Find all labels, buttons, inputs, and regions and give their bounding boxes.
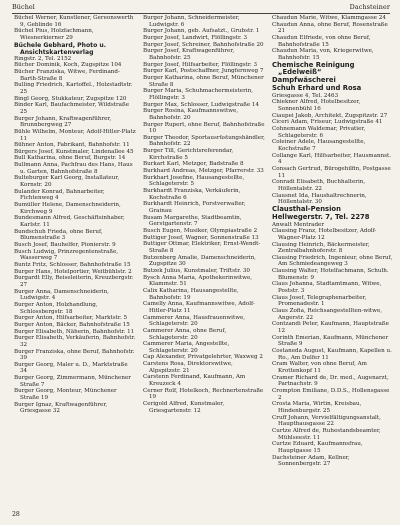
directory-entry: Burger Anton, Hilfsarbeiter, Marktstr. 5 bbox=[14, 315, 128, 322]
directory-entry: Burkhardt Heinrich, Forstverwalter, Grainau bbox=[143, 201, 246, 215]
directory-entry: Burger Elisabeth, Näherin, Bahnhofstr. 11 bbox=[14, 328, 135, 335]
directory-entry: Chaudun Maria, von, Kriegerwitwe, Bahnhofstr. 15 bbox=[272, 48, 374, 61]
directory-entry: Coleiner Adele, Hausangestellte, Kochstraße 7 bbox=[272, 139, 366, 153]
directory-entry: Bundesmann Alfred, Geschäftsinhaber, Karlstr. 11 bbox=[14, 215, 125, 229]
directory-entry: Burger Rupert, ohne Beruf, Bahnhofstraße 10 bbox=[143, 121, 265, 135]
directory-entry: Bingl Georg, Stukkateur, Zugspitze 120 bbox=[14, 95, 127, 102]
directory-entry: Burger Franziska, ohne Beruf, Bahnhofstr. 39 bbox=[14, 348, 135, 362]
directory-entry: Buntz Fritz, Schlosser, Bahnhofstraße 15 bbox=[14, 261, 131, 268]
directory-entry: Corinth Emerian, Kaufmann, Münchener Straße 9 bbox=[272, 334, 389, 348]
directory-entry: Costaneda August, Kaufmann, Kapellen u. Ro., Am Dulfer 11 bbox=[272, 348, 392, 361]
directory-entry: Cerner Rolf, Hotelkoch, Rechnertenstraße 19 bbox=[143, 387, 264, 401]
directory-entry: Camelly Anna, Kaufmannswitwe, Adolf-Hitler-Platz 11 bbox=[143, 301, 255, 314]
directory-entry: Burger Georg, Maler u. D., Marktstraße 34 bbox=[14, 361, 128, 375]
directory-entry: Burger Rosina, Kaufmannswitwe, Bahnhofstr. 20 bbox=[143, 108, 239, 121]
directory-entry: Contzandi Peter, Kaufmann, Hauptstraße 12 bbox=[272, 321, 389, 335]
directory-entry: Clausing Heinrich, Bäckermeister, Zentralbahnhoferstr. 8 bbox=[272, 241, 370, 255]
directory-entry: Burkhard Andreas, Metzger, Pfarrerstr. 33 bbox=[143, 168, 264, 175]
directory-entry: Chaudun Marie, Witwe, Klammgasse 24 bbox=[272, 15, 386, 21]
directory-entry: Bürgers Josef, Kunstmaler, Lindenallee 45 bbox=[14, 148, 134, 155]
directory-entry: Carstens Rosa, Direktorswitwe, Alpspitzstr. 21 bbox=[143, 361, 233, 374]
directory-entry: Bücher Dominik, Koch, Zugspitze 104 bbox=[14, 62, 122, 69]
directory-entry: Bulteburger Karl Georg, Installateur, Kornstr. 20 bbox=[14, 175, 120, 189]
directory-entry: Busch Ludwig, Prinzregentenstraße, Wasserweg 7 bbox=[14, 248, 119, 262]
header-left-keyword: Büchel bbox=[12, 3, 35, 11]
directory-entry: Collange Karl, Hilfsarbeiter, Hausmannst. 4 bbox=[272, 152, 392, 166]
directory-entry: Burger Katharina, ohne Beruf, Münchener Straße 8 bbox=[143, 74, 264, 88]
directory-entry: Curtze Eduard, Kaufmannsfrau, Hauptgasse 15 bbox=[272, 441, 363, 454]
directory-entry: Bulling Friedrich, Kartoffel., Holzstadtstr. 25 bbox=[14, 82, 133, 95]
directory-entry: Burger Max, Schlosser, Ludwigstraße 14 bbox=[143, 101, 260, 108]
directory-entry: Clausing Walter, Hotelfachmann, Schulh. Blumenstr. 9 bbox=[272, 268, 389, 281]
directory-entry: Bysch Anna Maria, Apothekerinwitwe, Klammstr. 51 bbox=[143, 274, 253, 288]
directory-column-3 bbox=[272, 15, 394, 510]
directory-entry: Burger Anna, Damenschneiderin, Ludwigstr. 4 bbox=[14, 288, 109, 302]
directory-entry: Cram Walter, von ohne Beruf, Am Krottenkopf 11 bbox=[272, 361, 367, 374]
directory-column-2 bbox=[143, 15, 265, 510]
directory-entry: Cap Alexander, Privatgelehrter, Waxweg 2 bbox=[143, 354, 263, 361]
directory-entry: Burger Josef, Schreiner, Bahnhofstraße 20 bbox=[143, 41, 264, 48]
directory-entry: Bühle Wilhelm, Monteur, Adolf-Hitler-Platz 11 bbox=[14, 128, 136, 142]
directory-entry: Burger Ignaz, Kraftwagenführer, Griesgasse 32 bbox=[14, 401, 108, 415]
directory-entry: Claus Johanna, Stadtamtmann, Witwe, Poststr. 3 bbox=[272, 281, 382, 295]
directory-entry: Ciaupei Jakob, Architekt, Zugspitzstr. 27 bbox=[272, 112, 388, 119]
directory-entry: Bulander Konrad, Bahnarbeiter, Fichtenweg 4 bbox=[14, 188, 105, 202]
directory-entry: Ciceri Adam, Friseur, Ludwigstraße 41 bbox=[272, 119, 383, 126]
directory-column-1 bbox=[14, 15, 136, 510]
directory-entry: Burger Josef, Hilfsarbeiter, Flöllingstr. 3 bbox=[143, 61, 258, 68]
directory-entry: Clausing Friedrich, Ingenieur, ohne Beruf, Am Schmiedeangeweg 3 bbox=[272, 254, 393, 268]
directory-entry: Buttiger Josef, Wagner, Sonnenstraße 13 bbox=[143, 234, 259, 241]
directory-entry: Bullmann Anna, Pachfrau des Hans, Haus u. Garten, Bahnhofstraße 8 bbox=[14, 162, 133, 175]
directory-entry: Buttiger Ottmar, Elektriker, Ernst-Wendt-Straße 8 bbox=[143, 241, 261, 254]
directory-entry: Burger Anton, Bäcker, Bahnhofstraße 15 bbox=[14, 321, 130, 328]
directory-entry: Büchel Werner, Kunstlener, Gereonswerth 9, Geblinde 16 bbox=[14, 15, 134, 28]
directory-entry: Griesgasse 4, Tel. 2463 bbox=[272, 92, 339, 99]
directory-entry: Crompton Emiliane, D.D.S., Hollensgasse 2 bbox=[272, 387, 390, 401]
directory-entry: Burger Johann, Kraftwagenführer, Brunnbergweg 27 bbox=[14, 115, 112, 129]
directory-entry: Burkhardt Franziska, Verkäuferin, Kochstraße 6 bbox=[143, 188, 241, 201]
directory-entry: Burger Elisabeth, Verkäuferin, Bahnhofstr. 32 bbox=[14, 335, 136, 348]
directory-entry: Bundschuh Frieda, ohne Beruf, Blumenstraße 3 bbox=[14, 228, 103, 242]
directory-entry: Carstenn Ferdinand, Kaufmann, Am Kreuzeck 4 bbox=[143, 374, 246, 388]
header-right-keyword: Dachsteiner bbox=[349, 3, 390, 11]
directory-entry: Butzek Julius, Kunstmaler, Triftstr. 30 bbox=[143, 267, 250, 274]
directory-entry: Burkhart Josefine, Hausangestellte, Schlageterstr. 5 bbox=[143, 174, 245, 188]
directory-entry: Cruff Johann, Vervielfältigungsanstalt, Haupthausgasse 22 bbox=[272, 414, 381, 428]
directory-entry: Burger Johann, geb. Aufsatzt., Grubstr. 1 bbox=[143, 28, 260, 35]
directory-entry: Dachsteiner Adam, Kellner, Sonnenbergstr. 27 bbox=[272, 454, 350, 468]
directory-entry: Claus Zofia, Reichsangestellten-witwe, Angerstr. 22 bbox=[272, 308, 383, 321]
directory-entry: Cammerer Anna, Hausfrauenwitwe, Schlageterstr. 20 bbox=[143, 314, 246, 328]
directory-entry: Cammerer Anna, ohne Beruf, Schlageterstr. 20 bbox=[143, 327, 227, 341]
directory-entry: Burger Hans, Hotelportier, Weitbühlstr. 2 bbox=[14, 268, 132, 275]
directory-entry: Burger Till, Gerichtsreferendar, Kirchstraße 5 bbox=[143, 148, 234, 161]
directory-entry: Hellwegerstr. 7, Tel. 2278 bbox=[272, 212, 370, 221]
directory-entry: Dampfwäscherei bbox=[272, 76, 336, 85]
directory-entry: Bull Katharina, ohne Beruf, Burgstr. 14 bbox=[14, 155, 126, 162]
directory-entry: Clausthal-Pension bbox=[272, 204, 341, 213]
directory-entry: Crosta Maria, Wirtin, Kreisbau, Hindenburgstr. 25 bbox=[272, 401, 362, 414]
directory-entry: Cammerer Maria, Angestellte, Schlageterstr. 20 bbox=[143, 341, 230, 354]
directory-entry: Chaudun Elfriede, von ohne Beruf, Bahnhofstraße 15 bbox=[272, 34, 371, 48]
directory-entry: Burger Johann, Schneidermeister, Ludwigstr. 6 bbox=[143, 15, 240, 28]
directory-entry: Bumüller Helene, Damenschneiderin, Kirchweg 9 bbox=[14, 202, 121, 215]
directory-entry: Clausnet Ida, Haushaltrechnerin, Höllentalstr. 30 bbox=[272, 192, 367, 206]
directory-entry: Clausing Franz, Hotelbesitzer, Adolf-Wagner-Platz 12 bbox=[272, 228, 377, 241]
directory-entry: Burger Karl, Postschaffner, Jungfernweg 7 bbox=[143, 68, 264, 75]
directory-entry: Busch Eugen, Musiker, Olympiastraße 2 bbox=[143, 228, 258, 234]
directory-entry: Cerigold Alfred, Kunstmaler, Griesgartenstr. 12 bbox=[143, 401, 225, 414]
directory-entry: Binder Karl, Baufachmeister, Wildstraße 25 bbox=[14, 102, 129, 115]
directory-entry: Busam Margarethe, Stadtbeamtin, Gerstgartenstr. 7 bbox=[143, 214, 242, 228]
directory-entry: Burger Theodor, Sportausrüstungshändler, Bahnhofstr. 22 bbox=[143, 134, 265, 148]
directory-entry: Burger Georg, Zimmermann, Münchener Straße 7 bbox=[14, 375, 131, 388]
page-number: 28 bbox=[12, 511, 20, 518]
directory-entry: Büchele Gebhard, Photo u. Ansichtskartenverlag bbox=[14, 41, 107, 56]
directory-entry: Bücher Franziska, Witwe, Ferdinand-Barth-Straße 8 bbox=[14, 68, 120, 82]
directory-entry: Büchel Pius, Holzfachmann, Wiesnerkierner 29 bbox=[14, 28, 94, 41]
directory-entry: Chaudun Anna, ohne Beruf, Rosenstraße 21 bbox=[272, 21, 388, 35]
directory-entry: Busch Josef, Bauhelfer, Pionierstr. 9 bbox=[14, 242, 116, 248]
directory-entry: Anwalt Mentrader bbox=[272, 221, 325, 228]
directory-entry: Chemische Reinigung „Edelweiß“ bbox=[272, 60, 355, 77]
directory-entry: Schuh Erhard und Rosa bbox=[272, 83, 362, 92]
directory-entry: Curtze Alfred de, Ruhestandsbeamter, Mühlseestr. 11 bbox=[272, 427, 381, 441]
directory-entry: Burgardt Elly, Reiseleiterin, Kreuzbergstr. 27 bbox=[14, 275, 134, 288]
header-rule bbox=[12, 13, 390, 14]
directory-entry: Cohnemann Waldemar, Privatier, Schlageterstr. 6 bbox=[272, 126, 366, 139]
directory-entry: Ringstr. 2, Tel. 2152 bbox=[14, 55, 72, 62]
directory-entry: Bühner Anton, Fabrikant, Bahnhofstr. 11 bbox=[14, 142, 130, 149]
directory-entry: Claus Josef, Telegraphenarbeiter, Promenadestr. 1 bbox=[272, 294, 367, 308]
directory-entry: Cramer Richard de, Dr. med., Augenarzt, Partnachstr. 9 bbox=[272, 374, 389, 388]
directory-entry: Conradi Elisabeth, Buchhalterin, Höllentalstr. 22 bbox=[272, 179, 366, 192]
directory-entry: Calix Katharina, Hausangestellte, Bahnhofstr. 19 bbox=[143, 287, 239, 301]
directory-entry: Burger Josef, Kraftwagenführer, Bahnhofstr. 25 bbox=[143, 48, 235, 61]
directory-entry: Chiekner Alfred, Hotelbesitzer, Sonnenbühl 16 bbox=[272, 99, 361, 113]
directory-entry: Burger Josef, Landwirt, Flöllingstr. 3 bbox=[143, 34, 248, 41]
directory-entry: Burger Anton, Holzhandlung, Schlossbergstr. 18 bbox=[14, 301, 98, 315]
directory-entry: Butzenberg Amalie, Damenschneiderin, Zugspitze 30 bbox=[143, 254, 256, 268]
directory-entry: Burger Georg, Monteur, Münchener Straße 19 bbox=[14, 388, 117, 402]
directory-entry: Burger Maria, Schuhmachermeisterin, Flöllingstr. 3 bbox=[143, 88, 253, 101]
directory-entry: Burkart Karl, Metzger, Badstraße 8 bbox=[143, 161, 244, 168]
directory-entry: Consach Gertrud, Bürogehilfin, Postgasse 11 bbox=[272, 166, 391, 179]
